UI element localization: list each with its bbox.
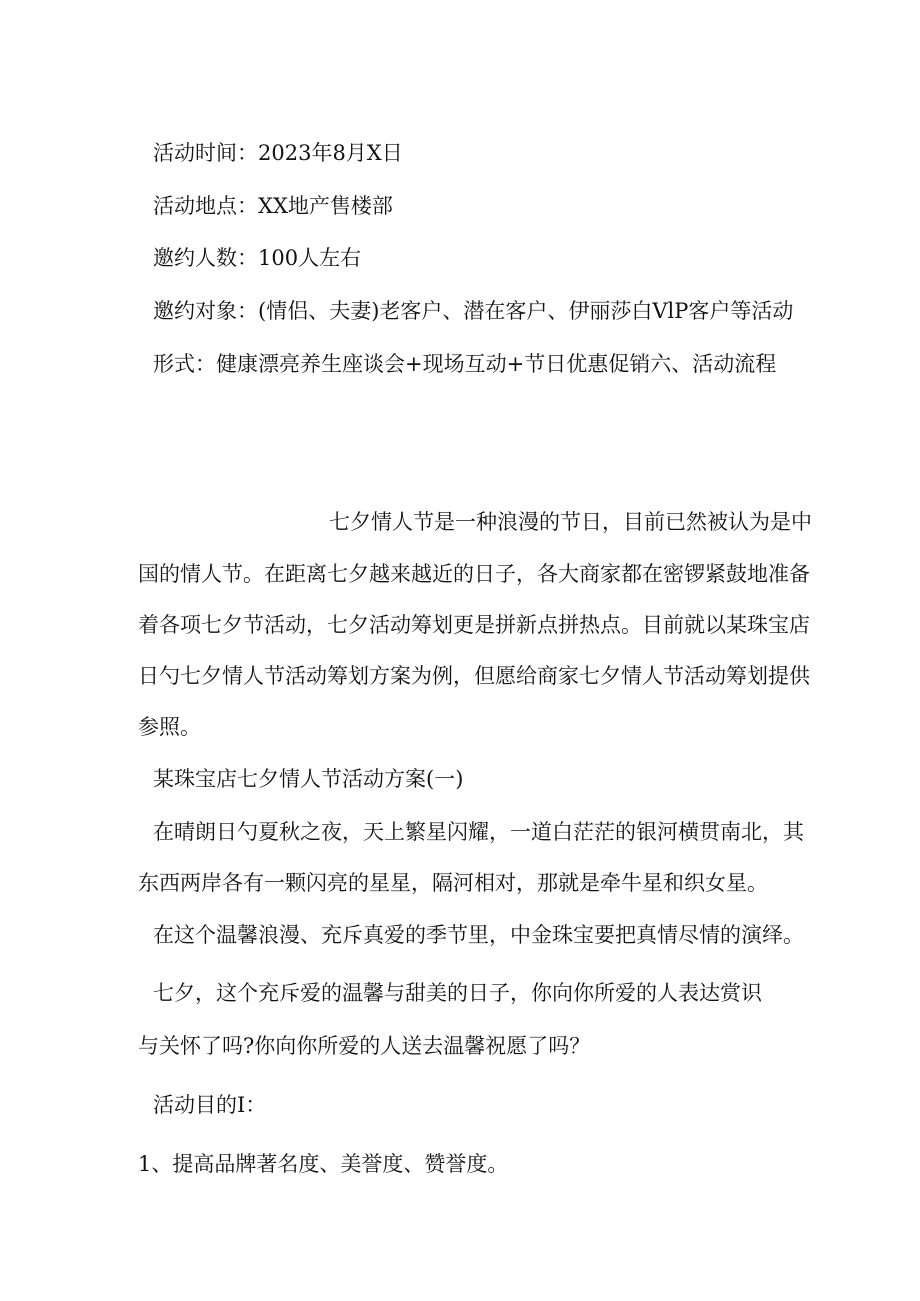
intro-paragraph-line: 着各项七夕节活动，七夕活动筹划更是拼新点拼热点。目前就以某珠宝店 — [138, 613, 810, 637]
qixi-question-line: 与关怀了吗?你向你所爱的人送去温馨祝愿了吗？ — [138, 1034, 591, 1058]
plan-title: 某珠宝店七夕情人节活动方案(一) — [153, 767, 464, 791]
objective-heading: 活动目的I： — [153, 1093, 267, 1117]
invite-target-line: 邀约对象：(情侣、夫妻)老客户、潜在客户、伊丽莎白VlP客户等活动 — [153, 299, 794, 323]
objective-item: 1、提高品牌著名度、美誉度、赞誉度。 — [138, 1152, 509, 1176]
night-sky-paragraph-line: 在晴朗日勺夏秋之夜，天上繁星闪耀，一道白茫茫的银河横贯南北，其 — [153, 820, 804, 844]
night-sky-paragraph-line: 东西两岸各有一颗闪亮的星星，隔河相对，那就是牵牛星和织女星。 — [138, 871, 768, 895]
activity-format-line: 形式：健康漂亮养生座谈会+现场互动+节日优惠促销六、活动流程 — [153, 352, 777, 376]
intro-paragraph-line: 国的情人节。在距离七夕越来越近的日子，各大商家都在密锣紧鼓地准备 — [138, 562, 810, 586]
intro-paragraph-line: 七夕情人节是一种浪漫的节日，目前已然被认为是中 — [329, 510, 812, 534]
intro-paragraph-line: 日勺七夕情人节活动筹划方案为例，但愿给商家七夕情人节活动筹划提供 — [138, 664, 810, 688]
brand-paragraph: 在这个温馨浪漫、充斥真爱的季节里，中金珠宝要把真情尽情的演绎。 — [153, 923, 804, 947]
activity-location-line: 活动地点：XX地产售楼部 — [153, 194, 393, 218]
activity-time-line: 活动时间：2023年8月X日 — [153, 141, 403, 165]
intro-paragraph-line: 参照。 — [138, 715, 201, 739]
invite-count-line: 邀约人数：100人左右 — [153, 246, 362, 270]
qixi-question-line: 七夕，这个充斥爱的温馨与甜美的日子，你向你所爱的人表达赏识 — [153, 981, 762, 1005]
